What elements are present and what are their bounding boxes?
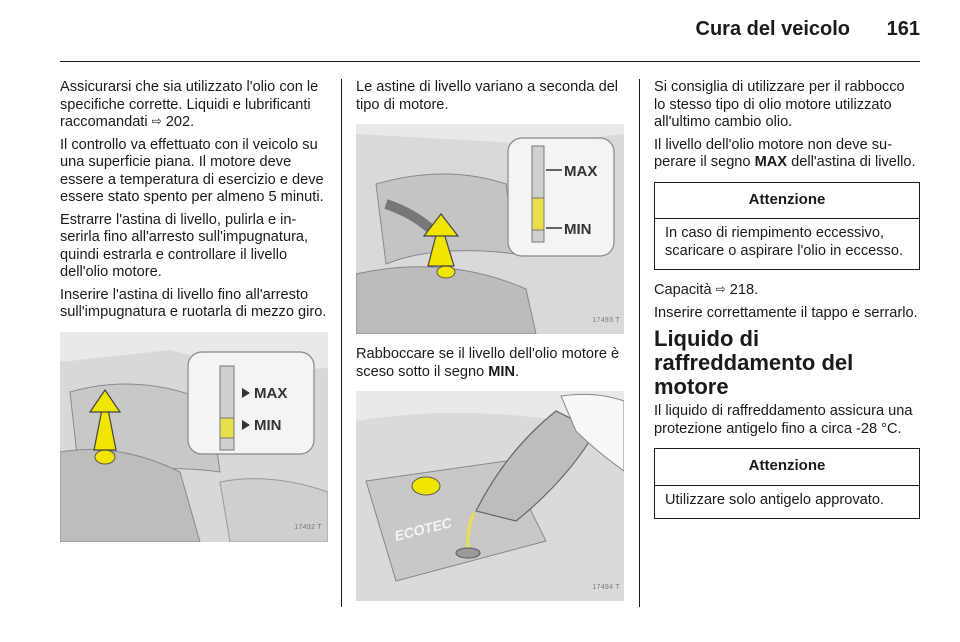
paragraph-extract-dipstick: Estrarre l'astina di livello, pulirla e inserirla fino all'arresto sull'impugnatura, quindi estrarla e controllare il livello dell'olio motore. bbox=[60, 211, 309, 280]
min-mark-label: MIN bbox=[254, 416, 282, 434]
paragraph-insert-cap: Inserire correttamente il tappo e serrarlo. bbox=[654, 304, 918, 321]
paragraph-insert-dipstick: Inserire l'astina di livello fino all'arresto sull'impugnatura e ruotarla di mezzo giro. bbox=[60, 286, 327, 320]
paragraph-max-level: Il livello dell'olio motore non deve superare il segno MAX dell'astina di livello. bbox=[654, 136, 916, 170]
reference-arrow-icon: ⇨ bbox=[151, 114, 162, 128]
max-mark-label: MAX bbox=[564, 163, 598, 180]
paragraph-same-oil-type: Si consiglia di utilizzare per il rabbocco lo stesso tipo di olio motore utilizzato all'ultimo cambio olio. bbox=[654, 79, 905, 130]
oil-filling-illustration bbox=[356, 391, 624, 601]
min-mark-label: MIN bbox=[564, 221, 592, 238]
figure-dipstick-engine-2 bbox=[356, 124, 626, 334]
dipstick-engine-illustration bbox=[60, 332, 328, 542]
page-header-title: Cura del veicolo bbox=[695, 18, 850, 40]
column-divider-2 bbox=[639, 79, 640, 607]
engine-cover-label: ECOTEC bbox=[392, 514, 454, 544]
warning-box-antifreeze bbox=[654, 448, 920, 519]
warning-body: Utilizzare solo antigelo approvato. bbox=[665, 491, 885, 508]
column-divider-1 bbox=[341, 79, 342, 607]
paragraph-capacity: Capacità ⇨ 218. bbox=[654, 282, 759, 298]
paragraph-level-surface: Il controllo va effettuato con il veicolo su una superficie piana. Il motore deve essere a temperatura di esercizio e deve essere stato spento per almeno 5 minuti. bbox=[60, 136, 324, 205]
max-emphasis: MAX bbox=[754, 154, 788, 170]
dipstick-engine-illustration bbox=[356, 124, 624, 334]
header-rule bbox=[60, 61, 920, 62]
column-1 bbox=[60, 79, 328, 542]
figure-dipstick-engine-1 bbox=[60, 332, 328, 542]
warning-title: Attenzione bbox=[655, 183, 919, 220]
paragraph-dipstick-variation: Le astine di livello variano a seconda del tipo di motore. bbox=[356, 79, 619, 113]
warning-title: Attenzione bbox=[655, 449, 919, 486]
page-reference-link[interactable]: 218. bbox=[729, 282, 759, 298]
figure-code: 17493 T bbox=[592, 316, 620, 324]
figure-code: 17494 T bbox=[592, 583, 620, 591]
page-number: 161 bbox=[886, 18, 920, 40]
page-reference-link[interactable]: 202. bbox=[165, 114, 195, 130]
paragraph-top-up: Rabboccare se il livello dell'olio motore è sceso sotto il segno MIN. bbox=[356, 346, 620, 380]
column-3 bbox=[654, 79, 920, 531]
section-heading-coolant: Liquido di raffreddamento del motore bbox=[654, 326, 854, 399]
figure-oil-filling bbox=[356, 391, 626, 601]
figure-code: 17492 T bbox=[294, 524, 322, 531]
reference-arrow-icon: ⇨ bbox=[715, 282, 726, 296]
paragraph-recommended-oil: Assicurarsi che sia utilizzato l'olio con le specifiche corrette. Liquidi e lubrificanti raccomandati ⇨ 202. bbox=[60, 79, 319, 130]
max-mark-label: MAX bbox=[254, 384, 288, 402]
paragraph-coolant-protection: Il liquido di raffreddamento assicura una protezione antigelo fino a circa -28 °C. bbox=[654, 403, 913, 437]
column-2 bbox=[356, 79, 626, 601]
warning-box-overfill bbox=[654, 182, 920, 271]
min-emphasis: MIN bbox=[488, 363, 515, 380]
warning-body: In caso di riempimento eccessivo, scaricare o aspirare l'olio in eccesso. bbox=[665, 225, 904, 259]
